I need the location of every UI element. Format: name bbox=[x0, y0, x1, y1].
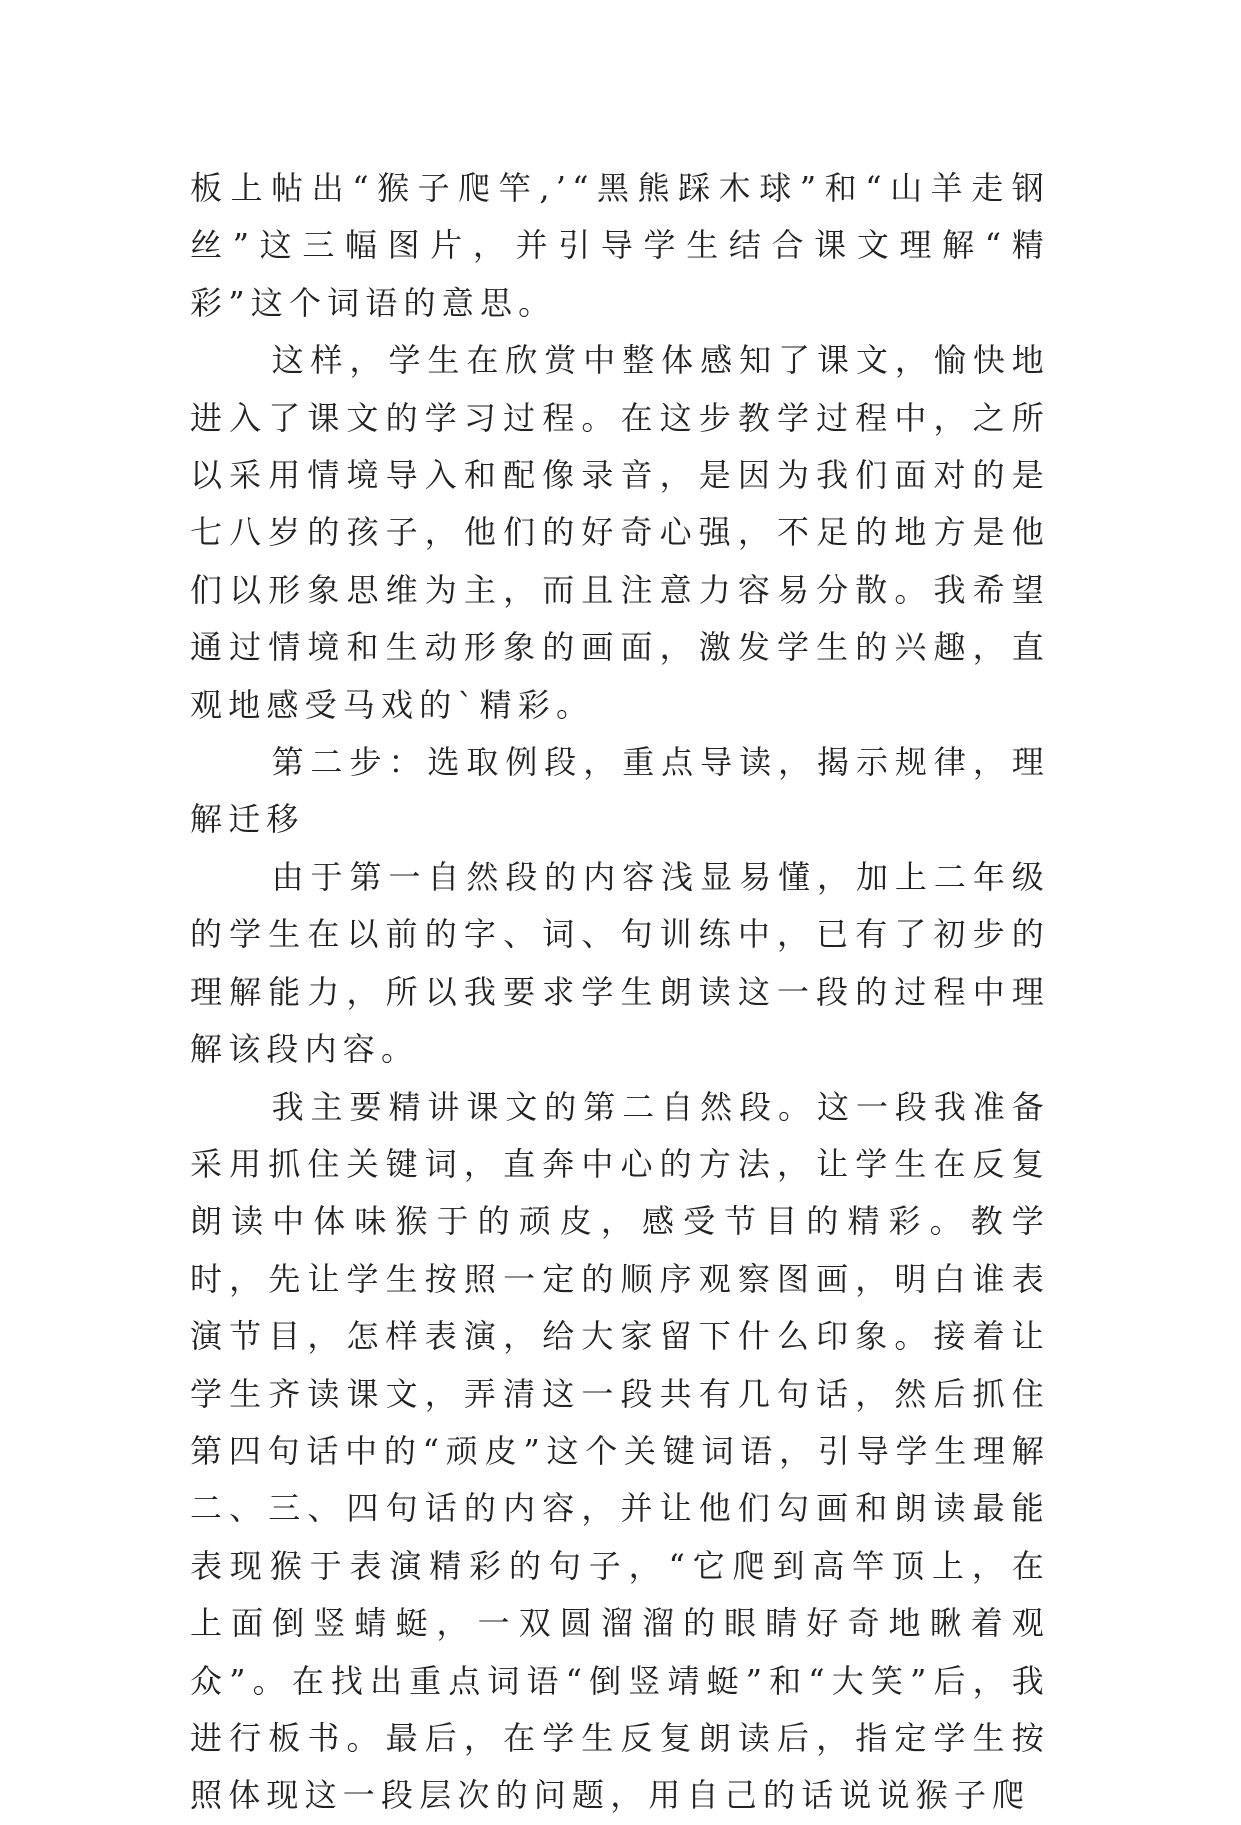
paragraph-second-section: 我主要精讲课文的第二自然段。这一段我准备采用抓住关键词，直奔中心的方法，让学生在反复朗读中体味猴于的顽皮，感受节目的精彩。教学时，先让学生按照一定的顺序观察图画，明白谁表演节目，怎样表演，给大家留下什么印象。接着让学生齐读课文，弄清这一段共有几句话，然后抓住第四句话中的“顽皮”这个关键词语，引导学生理解二、三、四句话的内容，并让他们勾画和朗读最能表现猴于表演精彩的句子，“它爬到高竿顶上，在上面倒竖蜻蜓，一双圆溜溜的眼睛好奇地瞅着观众”。在找出重点词语“倒竖靖蜓”和“大笑”后，我进行板书。最后，在学生反复朗读后，指定学生按照体现这一段层次的问题，用自己的话说说猴子爬 bbox=[190, 1087, 1050, 1815]
paragraph-first-section: 由于第一自然段的内容浅显易懂，加上二年级的学生在以前的字、词、句训练中，已有了初步的理解能力，所以我要求学生朗读这一段的过程中理解该段内容。 bbox=[190, 857, 1050, 1069]
paragraph-situation-intro: 这样，学生在欣赏中整体感知了课文，愉快地进入了课文的学习过程。在这步教学过程中，之所以采用情境导入和配像录音，是因为我们面对的是七八岁的孩子，他们的好奇心强，不足的地方是他们以形象思维为主，而且注意力容易分散。我希望通过情境和生动形象的画面，激发学生的兴趣，直观地感受马戏的`精彩。 bbox=[190, 341, 1050, 724]
paragraph-step-two-heading: 第二步：选取例段，重点导读，揭示规律，理解迁移 bbox=[190, 743, 1050, 839]
paragraph-continuation: 板上帖出“猴子爬竿,’“黑熊踩木球”和“山羊走钢丝”这三幅图片，并引导学生结合课文理解“精彩”这个词语的意思。 bbox=[190, 169, 1050, 322]
document-body bbox=[190, 160, 1050, 1825]
